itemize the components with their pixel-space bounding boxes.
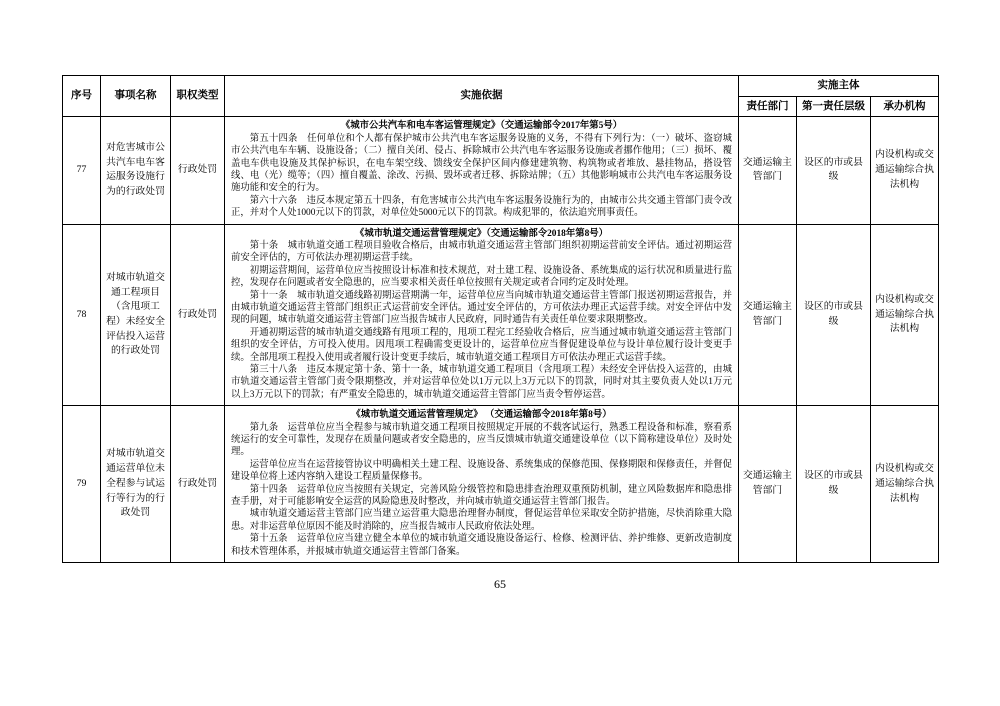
basis-cell	[225, 224, 739, 406]
col-header-dept: 责任部门	[739, 96, 797, 117]
basis-title: 《城市轨道交通运营管理规定》（交通运输部令2018年第8号）	[354, 228, 609, 239]
basis-paragraph: 第三十八条 违反本规定第十条、第十一条，城市轨道交通工程项目（含甩项工程）未经安全评估投入运营的，由城市轨道交通运营主管部门责令限期整改，并对运营单位处以1万元以上3万元以下的罚款，同时对其主要负责人处以1万元以上3万元以下的罚款；有严重安全隐患的，城市轨道交通运营主管部门应当责令暂停运营。	[231, 365, 732, 400]
basis-paragraph: 第六十六条 违反本规定第五十四条，有危害城市公共汽电车客运服务设施行为的，由城市公共交通主管部门责令改正，并对个人处1000元以下的罚款，对单位处5000元以下的罚款。构成犯罪的，依法追究刑事责任。	[231, 195, 732, 219]
responsibility-level: 设区的市或县级	[797, 117, 871, 224]
col-header-subject: 实施主体	[739, 76, 939, 97]
basis-paragraph: 第十一条 城市轨道交通线路初期运营期满一年，运营单位应当向城市轨道交通运营主管部门报送初期运营报告，并由城市轨道交通运营主管部门组织正式运营前安全评估。通过安全评估的，方可依法办理正式运营手续。对安全评估中发现的问题，城市轨道交通运营主管部门应当报告城市人民政府，同时通告有关责任单位要求限期整改。	[231, 290, 732, 326]
basis-paragraph: 第十条 城市轨道交通工程项目验收合格后，由城市轨道交通运营主管部门组织初期运营前安全评估。通过初期运营前安全评估的，方可依法办理初期运营手续。	[231, 240, 732, 264]
col-header-index: 序号	[63, 76, 101, 117]
basis-paragraph: 运营单位应当在运营接管协议中明确相关土建工程、设施设备、系统集成的保修范围、保修期限和保修责任，并督促建设单位将上述内容纳入建设工程质量保修书。	[231, 459, 732, 483]
col-header-basis: 实施依据	[225, 76, 739, 117]
page-number: 65	[494, 577, 506, 592]
col-header-agency: 承办机构	[871, 96, 939, 117]
responsible-dept: 交通运输主管部门	[739, 406, 797, 563]
basis-paragraph: 开通初期运营的城市轨道交通线路有甩项工程的，甩项工程完工经验收合格后，应当通过城市轨道交通运营主管部门组织的安全评估，方可投入使用。因甩项工程确需变更设计的，运营单位应当督促建设单位与设计单位履行设计变更手续。全部甩项工程投入使用或者履行设计变更手续后，城市轨道交通工程项目方可依法办理正式运营手续。	[231, 327, 732, 363]
row-index: 77	[63, 117, 101, 224]
basis-paragraph: 第十五条 运营单位应当建立健全本单位的城市轨道交通设施设备运行、检修、检测评估、养护维修、更新改造制度和技术管理体系，并报城市轨道交通运营主管部门备案。	[231, 534, 732, 557]
item-name: 对危害城市公共汽车电车客运服务设施行为的行政处罚	[101, 117, 171, 224]
responsibility-level: 设区的市或县级	[797, 406, 871, 563]
basis-paragraph: 第九条 运营单位应当全程参与城市轨道交通工程项目按照规定开展的不载客试运行，熟悉工程设备和标准，察看系统运行的安全可靠性，发现存在质量问题或者安全隐患的，应当反馈城市轨道交通建设单位（以下简称建设单位）及时处理。	[231, 422, 732, 458]
authority-type: 行政处罚	[171, 224, 225, 406]
handling-agency: 内设机构或交通运输综合执法机构	[871, 406, 939, 563]
item-name: 对城市轨道交通工程项目（含甩项工程）未经安全评估投入运营的行政处罚	[101, 224, 171, 406]
handling-agency: 内设机构或交通运输综合执法机构	[871, 224, 939, 406]
row-index: 78	[63, 224, 101, 406]
col-header-authority-type: 职权类型	[171, 76, 225, 117]
table-row	[63, 224, 939, 406]
basis-paragraph: 初期运营期间，运营单位应当按照设计标准和技术规范，对土建工程、设施设备、系统集成的运行状况和质量进行监控，发现存在问题或者安全隐患的，应当要求相关责任单位按照有关规定或者合同约定及时处理。	[231, 265, 732, 289]
table-row	[63, 406, 939, 563]
responsible-dept: 交通运输主管部门	[739, 224, 797, 406]
authority-type: 行政处罚	[171, 117, 225, 224]
col-header-item-name: 事项名称	[101, 76, 171, 117]
item-name: 对城市轨道交通运营单位未全程参与试运行等行为的行政处罚	[101, 406, 171, 563]
basis-cell	[225, 406, 739, 563]
basis-title: 《城市轨道交通运营管理规定》 （交通运输部令2018年第8号）	[351, 410, 612, 421]
header-row-1	[63, 76, 939, 97]
col-header-level: 第一责任层级	[797, 96, 871, 117]
basis-title: 《城市公共汽车和电车客运管理规定》（交通运输部令2017年第5号）	[340, 121, 623, 132]
handling-agency: 内设机构或交通运输综合执法机构	[871, 117, 939, 224]
basis-paragraph: 城市轨道交通运营主管部门应当建立运营重大隐患治理督办制度，督促运营单位采取安全防护措施，尽快消除重大隐患。对非运营单位原因不能及时消除的，应当报告城市人民政府依法处理。	[231, 509, 732, 532]
responsible-dept: 交通运输主管部门	[739, 117, 797, 224]
responsibility-level: 设区的市或县级	[797, 224, 871, 406]
basis-paragraph: 第五十四条 任何单位和个人都有保护城市公共汽电车客运服务设施的义务，不得有下列行为：（一）破坏、盗窃城市公共汽电车车辆、设施设备；（二）擅自关闭、侵占、拆除城市公共汽电车客运服务设施或者挪作他用；（三）损坏、覆盖电车供电设施及其保护标识，在电车架空线、馈线安全保护区间内修建建筑物、构筑物或者堆放、悬挂物品，搭设管线、电（光）缆等；（四）擅自覆盖、涂改、污损、毁坏或者迁移、拆除站牌；（五）其他影响城市公共汽电车客运服务设施功能和安全的行为。	[231, 133, 732, 194]
main-table	[62, 75, 939, 563]
basis-cell	[225, 117, 739, 224]
row-index: 79	[63, 406, 101, 563]
table-row	[63, 117, 939, 224]
authority-type: 行政处罚	[171, 406, 225, 563]
basis-paragraph: 第十四条 运营单位应当按照有关规定，完善风险分级管控和隐患排查治理双重预防机制，建立风险数据库和隐患排查手册，对于可能影响安全运营的风险隐患及时整改，并向城市轨道交通运营主管部门报告。	[231, 484, 732, 508]
